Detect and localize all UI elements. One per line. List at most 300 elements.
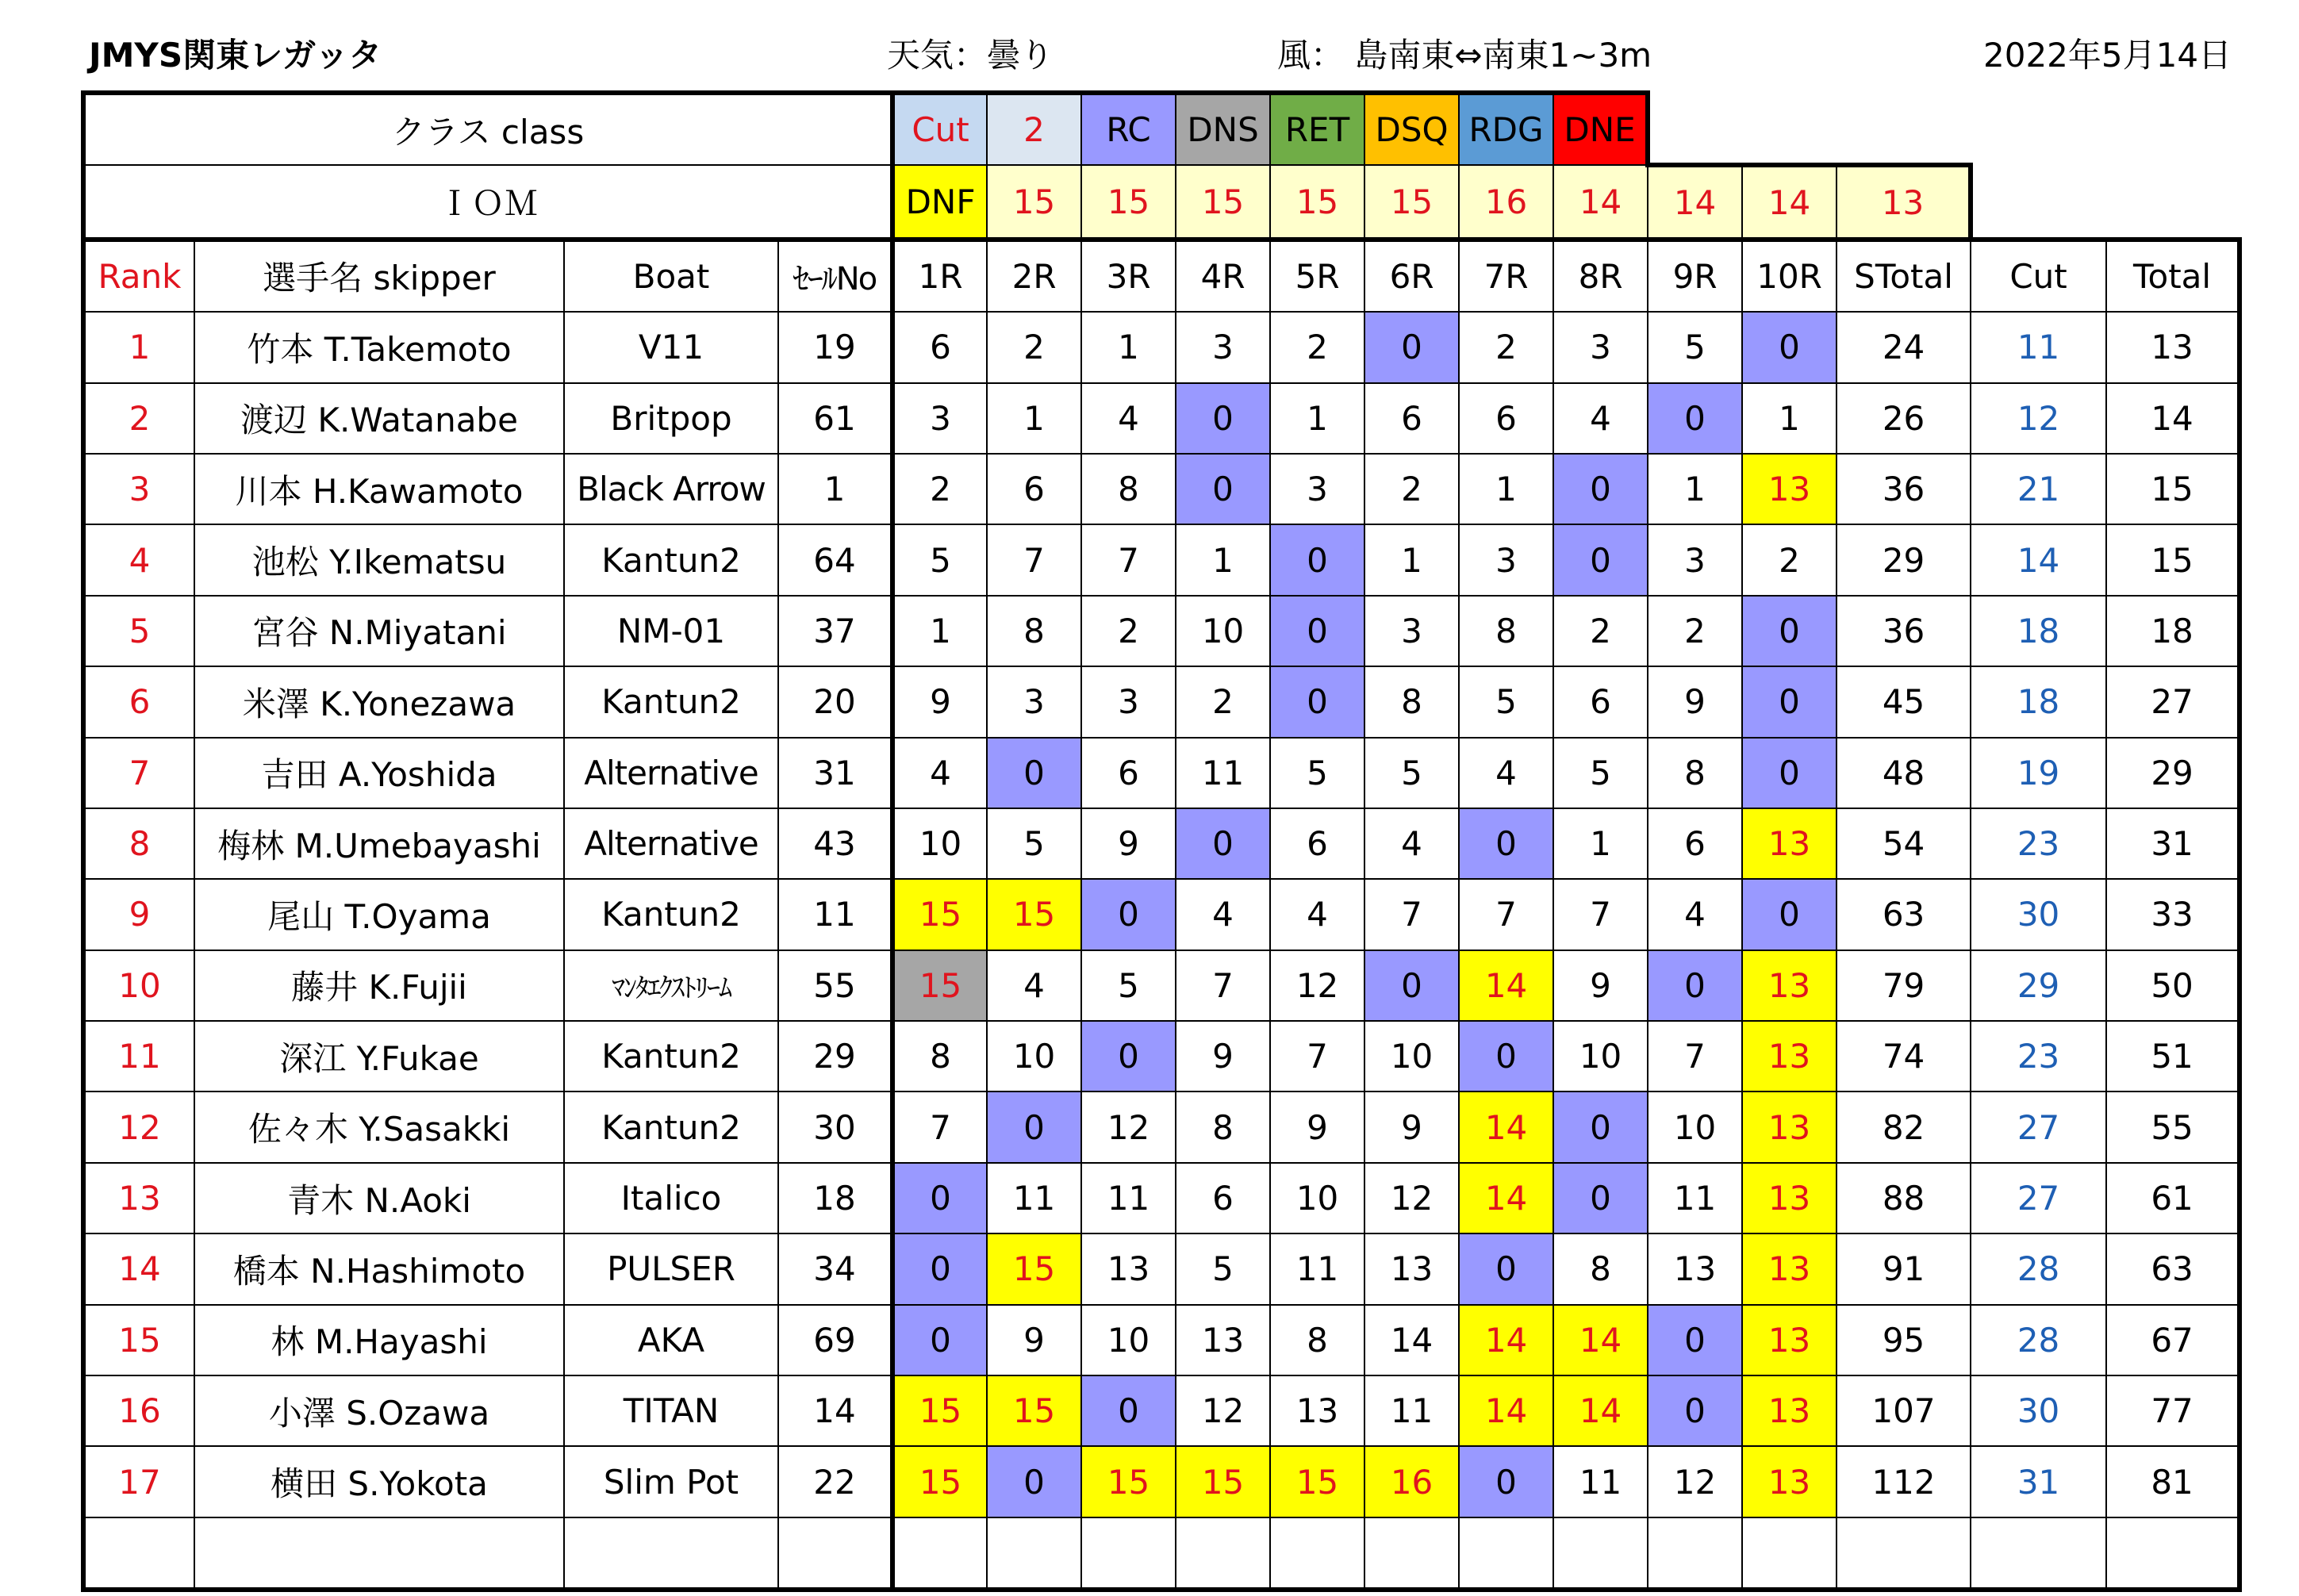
race-score-7r: 4 — [1459, 738, 1553, 808]
race-score-2r: 0 — [987, 1091, 1081, 1162]
race-score-9r: 8 — [1648, 738, 1742, 808]
column-header: 1R — [892, 240, 987, 312]
empty-cell — [1971, 165, 2106, 239]
legend-code-dns: DNS — [1176, 93, 1270, 165]
table-row — [83, 1446, 2240, 1517]
race-score-4r: 10 — [1176, 596, 1270, 666]
rank-cell: 1 — [83, 312, 194, 382]
race-score-6r: 6 — [1364, 383, 1459, 454]
race-score-9r: 5 — [1648, 312, 1742, 382]
race-score-7r: 0 — [1459, 808, 1553, 879]
race-score-2r: 11 — [987, 1163, 1081, 1233]
race-score-8r: 5 — [1553, 738, 1648, 808]
rank-cell: 15 — [83, 1305, 194, 1375]
cut-cell: 18 — [1971, 596, 2106, 666]
race-score-8r: 6 — [1553, 666, 1648, 737]
race-score-3r: 1 — [1081, 312, 1176, 382]
race-score-8r: 14 — [1553, 1305, 1648, 1375]
cut-cell: 11 — [1971, 312, 2106, 382]
race-score-3r: 0 — [1081, 879, 1176, 950]
race-score-2r: 2 — [987, 312, 1081, 382]
race-score-4r: 13 — [1176, 1305, 1270, 1375]
race-score-6r: 1 — [1364, 524, 1459, 595]
cut-cell: 21 — [1971, 454, 2106, 524]
race-score-9r: 6 — [1648, 808, 1742, 879]
race-score-4r: 11 — [1176, 738, 1270, 808]
cut-cell: 23 — [1971, 808, 2106, 879]
rank-cell: 2 — [83, 383, 194, 454]
total-cell: 31 — [2106, 808, 2240, 879]
sail-number-cell: 18 — [778, 1163, 892, 1233]
race-score-1r: 8 — [892, 1021, 987, 1091]
sail-number-cell: 69 — [778, 1305, 892, 1375]
race-score-6r: 0 — [1364, 950, 1459, 1021]
race-score-6r: 2 — [1364, 454, 1459, 524]
boat-cell: AKA — [564, 1305, 778, 1375]
race-score-2r: 5 — [987, 808, 1081, 879]
skipper-cell: 吉田 A.Yoshida — [194, 738, 564, 808]
race-score-1r: 0 — [892, 1305, 987, 1375]
table-row — [83, 1305, 2240, 1375]
column-header: ｾｰﾙNo — [778, 240, 892, 312]
total-cell: 61 — [2106, 1163, 2240, 1233]
race-score-9r: 4 — [1648, 879, 1742, 950]
race-score-10r: 13 — [1742, 1305, 1837, 1375]
race-score-1r: 7 — [892, 1091, 987, 1162]
column-header: Rank — [83, 240, 194, 312]
legend-value-dsq: 15 — [1364, 165, 1459, 239]
race-score-9r: 11 — [1648, 1163, 1742, 1233]
race-score-3r: 9 — [1081, 808, 1176, 879]
skipper-cell: 藤井 K.Fujii — [194, 950, 564, 1021]
race-score-5r: 2 — [1270, 312, 1364, 382]
empty-cell — [83, 1517, 194, 1590]
column-header: Total — [2106, 240, 2240, 312]
boat-cell: Kantun2 — [564, 879, 778, 950]
legend-code-dsq: DSQ — [1364, 93, 1459, 165]
total-cell: 27 — [2106, 666, 2240, 737]
empty-cell — [1176, 1517, 1270, 1590]
race-score-3r: 11 — [1081, 1163, 1176, 1233]
empty-cell — [987, 1517, 1081, 1590]
weather-label: 天気：曇り — [887, 36, 1054, 75]
race-score-9r: 1 — [1648, 454, 1742, 524]
race-score-10r: 13 — [1742, 1375, 1837, 1446]
race-score-7r: 8 — [1459, 596, 1553, 666]
race-score-4r: 0 — [1176, 808, 1270, 879]
sail-number-cell: 55 — [778, 950, 892, 1021]
empty-cell — [1648, 93, 1742, 165]
column-header: Boat — [564, 240, 778, 312]
race-score-5r: 1 — [1270, 383, 1364, 454]
empty-cell — [892, 1517, 987, 1590]
legend-value-2: 15 — [987, 165, 1081, 239]
table-row — [83, 454, 2240, 524]
stotal-cell: 24 — [1837, 312, 1971, 382]
skipper-cell: 川本 H.Kawamoto — [194, 454, 564, 524]
race-score-9r: 3 — [1648, 524, 1742, 595]
sail-number-cell: 30 — [778, 1091, 892, 1162]
race-score-10r: 13 — [1742, 808, 1837, 879]
race-score-1r: 5 — [892, 524, 987, 595]
rank-cell: 6 — [83, 666, 194, 737]
total-cell: 67 — [2106, 1305, 2240, 1375]
empty-cell — [2106, 93, 2240, 165]
race-score-5r: 4 — [1270, 879, 1364, 950]
race-score-2r: 1 — [987, 383, 1081, 454]
race-score-6r: 11 — [1364, 1375, 1459, 1446]
table-row — [83, 524, 2240, 595]
cut-cell: 28 — [1971, 1233, 2106, 1304]
race-score-6r: 5 — [1364, 738, 1459, 808]
empty-cell — [1837, 1517, 1971, 1590]
race-score-7r: 14 — [1459, 1305, 1553, 1375]
boat-cell: Alternative — [564, 738, 778, 808]
race-score-6r: 10 — [1364, 1021, 1459, 1091]
race-score-6r: 16 — [1364, 1446, 1459, 1517]
table-row — [83, 1021, 2240, 1091]
rank-cell: 13 — [83, 1163, 194, 1233]
race-score-8r: 14 — [1553, 1375, 1648, 1446]
empty-cell — [1459, 1517, 1553, 1590]
boat-cell: ﾏﾝﾀｴｸｽﾄﾘｰﾑ — [564, 950, 778, 1021]
column-header: 7R — [1459, 240, 1553, 312]
skipper-cell: 橋本 N.Hashimoto — [194, 1233, 564, 1304]
stotal-cell: 79 — [1837, 950, 1971, 1021]
empty-cell — [194, 1517, 564, 1590]
race-score-2r: 15 — [987, 1375, 1081, 1446]
race-score-9r: 0 — [1648, 1375, 1742, 1446]
legend-code-dne: DNE — [1553, 93, 1648, 165]
total-cell: 63 — [2106, 1233, 2240, 1304]
empty-cell — [778, 1517, 892, 1590]
column-header: 6R — [1364, 240, 1459, 312]
race-score-7r: 0 — [1459, 1021, 1553, 1091]
skipper-cell: 池松 Y.Ikematsu — [194, 524, 564, 595]
cut-cell: 18 — [1971, 666, 2106, 737]
race-score-3r: 3 — [1081, 666, 1176, 737]
race-score-8r: 10 — [1553, 1021, 1648, 1091]
race-score-2r: 0 — [987, 1446, 1081, 1517]
sail-number-cell: 61 — [778, 383, 892, 454]
race-score-9r: 2 — [1648, 596, 1742, 666]
race-score-7r: 14 — [1459, 1163, 1553, 1233]
stotal-cell: 54 — [1837, 808, 1971, 879]
race-score-1r: 0 — [892, 1233, 987, 1304]
table-row — [83, 879, 2240, 950]
table-row — [83, 808, 2240, 879]
race-score-2r: 0 — [987, 738, 1081, 808]
skipper-cell: 林 M.Hayashi — [194, 1305, 564, 1375]
legend-value-rdg: 16 — [1459, 165, 1553, 239]
stotal-cell: 82 — [1837, 1091, 1971, 1162]
empty-cell — [2106, 165, 2240, 239]
rank-cell: 11 — [83, 1021, 194, 1091]
race-score-5r: 5 — [1270, 738, 1364, 808]
boat-cell: Italico — [564, 1163, 778, 1233]
cut-cell: 28 — [1971, 1305, 2106, 1375]
sail-number-cell: 29 — [778, 1021, 892, 1091]
race-score-4r: 7 — [1176, 950, 1270, 1021]
sail-number-cell: 31 — [778, 738, 892, 808]
cut-cell: 27 — [1971, 1163, 2106, 1233]
race-score-9r: 0 — [1648, 950, 1742, 1021]
race-score-8r: 0 — [1553, 1091, 1648, 1162]
race-score-1r: 9 — [892, 666, 987, 737]
race-score-7r: 0 — [1459, 1446, 1553, 1517]
race-score-5r: 15 — [1270, 1446, 1364, 1517]
boat-cell: Kantun2 — [564, 524, 778, 595]
sail-number-cell: 43 — [778, 808, 892, 879]
race-score-5r: 10 — [1270, 1163, 1364, 1233]
skipper-cell: 横田 S.Yokota — [194, 1446, 564, 1517]
rank-cell: 5 — [83, 596, 194, 666]
column-header: Cut — [1971, 240, 2106, 312]
column-header: 4R — [1176, 240, 1270, 312]
column-header: 8R — [1553, 240, 1648, 312]
legend-code-2: 2 — [987, 93, 1081, 165]
race-score-1r: 15 — [892, 879, 987, 950]
legend-code-rdg: RDG — [1459, 93, 1553, 165]
race-score-7r: 7 — [1459, 879, 1553, 950]
cut-cell: 27 — [1971, 1091, 2106, 1162]
column-header: STotal — [1837, 240, 1971, 312]
race-score-6r: 14 — [1364, 1305, 1459, 1375]
column-header: 10R — [1742, 240, 1837, 312]
race-score-6r: 13 — [1364, 1233, 1459, 1304]
race-score-3r: 13 — [1081, 1233, 1176, 1304]
race-score-5r: 13 — [1270, 1375, 1364, 1446]
total-cell: 18 — [2106, 596, 2240, 666]
race-score-10r: 13 — [1742, 1021, 1837, 1091]
race-score-7r: 5 — [1459, 666, 1553, 737]
race-score-7r: 6 — [1459, 383, 1553, 454]
race-score-7r: 14 — [1459, 1091, 1553, 1162]
skipper-cell: 青木 N.Aoki — [194, 1163, 564, 1233]
race-score-1r: 3 — [892, 383, 987, 454]
table-row — [83, 666, 2240, 737]
race-score-3r: 2 — [1081, 596, 1176, 666]
skipper-cell: 小澤 S.Ozawa — [194, 1375, 564, 1446]
race-score-4r: 2 — [1176, 666, 1270, 737]
sail-number-cell: 14 — [778, 1375, 892, 1446]
rank-cell: 7 — [83, 738, 194, 808]
race-score-10r: 13 — [1742, 454, 1837, 524]
race-score-1r: 15 — [892, 1446, 987, 1517]
stotal-cell: 95 — [1837, 1305, 1971, 1375]
table-row — [83, 596, 2240, 666]
stotal-cell: 36 — [1837, 454, 1971, 524]
skipper-cell: 竹本 T.Takemoto — [194, 312, 564, 382]
race-score-8r: 7 — [1553, 879, 1648, 950]
sail-number-cell: 64 — [778, 524, 892, 595]
empty-cell — [1742, 93, 1837, 165]
boat-cell: Alternative — [564, 808, 778, 879]
race-score-10r: 0 — [1742, 666, 1837, 737]
race-score-10r: 13 — [1742, 950, 1837, 1021]
stotal-cell: 29 — [1837, 524, 1971, 595]
race-score-4r: 5 — [1176, 1233, 1270, 1304]
race-score-8r: 1 — [1553, 808, 1648, 879]
race-score-2r: 6 — [987, 454, 1081, 524]
rank-cell: 16 — [83, 1375, 194, 1446]
race-score-8r: 0 — [1553, 1163, 1648, 1233]
empty-cell — [1971, 93, 2106, 165]
cut-cell: 12 — [1971, 383, 2106, 454]
sail-number-cell: 22 — [778, 1446, 892, 1517]
race-score-9r: 0 — [1648, 383, 1742, 454]
total-cell: 29 — [2106, 738, 2240, 808]
stotal-cell: 26 — [1837, 383, 1971, 454]
race-score-3r: 10 — [1081, 1305, 1176, 1375]
event-title: JMYS関東レガッタ — [89, 36, 382, 75]
race-score-4r: 3 — [1176, 312, 1270, 382]
race-score-4r: 6 — [1176, 1163, 1270, 1233]
race-score-6r: 4 — [1364, 808, 1459, 879]
race-score-3r: 6 — [1081, 738, 1176, 808]
legend-extra-value: 13 — [1837, 165, 1971, 239]
skipper-cell: 宮谷 N.Miyatani — [194, 596, 564, 666]
race-score-10r: 1 — [1742, 383, 1837, 454]
race-score-7r: 14 — [1459, 950, 1553, 1021]
race-score-10r: 13 — [1742, 1163, 1837, 1233]
total-cell: 15 — [2106, 524, 2240, 595]
rank-cell: 8 — [83, 808, 194, 879]
table-row — [83, 1375, 2240, 1446]
sail-number-cell: 20 — [778, 666, 892, 737]
race-score-10r: 0 — [1742, 596, 1837, 666]
rank-cell: 14 — [83, 1233, 194, 1304]
results-table — [81, 90, 2242, 1592]
race-score-6r: 12 — [1364, 1163, 1459, 1233]
race-score-2r: 3 — [987, 666, 1081, 737]
race-score-2r: 8 — [987, 596, 1081, 666]
race-score-5r: 3 — [1270, 454, 1364, 524]
race-score-10r: 0 — [1742, 738, 1837, 808]
boat-cell: TITAN — [564, 1375, 778, 1446]
race-score-3r: 5 — [1081, 950, 1176, 1021]
skipper-cell: 尾山 T.Oyama — [194, 879, 564, 950]
race-score-3r: 15 — [1081, 1446, 1176, 1517]
race-score-8r: 4 — [1553, 383, 1648, 454]
total-cell: 81 — [2106, 1446, 2240, 1517]
skipper-cell: 佐々木 Y.Sasakki — [194, 1091, 564, 1162]
race-score-5r: 9 — [1270, 1091, 1364, 1162]
stotal-cell: 74 — [1837, 1021, 1971, 1091]
boat-cell: PULSER — [564, 1233, 778, 1304]
column-header: 2R — [987, 240, 1081, 312]
race-score-10r: 0 — [1742, 312, 1837, 382]
sail-number-cell: 19 — [778, 312, 892, 382]
race-score-1r: 10 — [892, 808, 987, 879]
legend-value-cut: DNF — [892, 165, 987, 239]
race-score-7r: 1 — [1459, 454, 1553, 524]
race-score-10r: 13 — [1742, 1233, 1837, 1304]
race-score-9r: 12 — [1648, 1446, 1742, 1517]
legend-value-dns: 15 — [1176, 165, 1270, 239]
race-score-6r: 3 — [1364, 596, 1459, 666]
column-header: 3R — [1081, 240, 1176, 312]
cut-cell: 23 — [1971, 1021, 2106, 1091]
boat-cell: Black Arrow — [564, 454, 778, 524]
stotal-cell: 45 — [1837, 666, 1971, 737]
legend-value-dne: 14 — [1553, 165, 1648, 239]
skipper-cell: 渡辺 K.Watanabe — [194, 383, 564, 454]
race-score-9r: 13 — [1648, 1233, 1742, 1304]
race-score-3r: 12 — [1081, 1091, 1176, 1162]
legend-code-rc: RC — [1081, 93, 1176, 165]
table-row — [83, 1091, 2240, 1162]
empty-cell — [1837, 93, 1971, 165]
sail-number-cell: 34 — [778, 1233, 892, 1304]
empty-cell — [1270, 1517, 1364, 1590]
total-cell: 55 — [2106, 1091, 2240, 1162]
total-cell: 15 — [2106, 454, 2240, 524]
race-score-8r: 0 — [1553, 524, 1648, 595]
wind-label: 風： 島南東⇔南東1~3m — [1277, 36, 1652, 75]
table-row — [83, 738, 2240, 808]
race-score-5r: 6 — [1270, 808, 1364, 879]
total-cell: 33 — [2106, 879, 2240, 950]
column-header: 選手名 skipper — [194, 240, 564, 312]
empty-cell — [1971, 1517, 2106, 1590]
sail-number-cell: 1 — [778, 454, 892, 524]
total-cell: 50 — [2106, 950, 2240, 1021]
boat-cell: Kantun2 — [564, 1091, 778, 1162]
legend-extra-value: 14 — [1742, 165, 1837, 239]
race-score-1r: 0 — [892, 1163, 987, 1233]
cut-cell: 19 — [1971, 738, 2106, 808]
skipper-cell: 深江 Y.Fukae — [194, 1021, 564, 1091]
header-row — [83, 240, 2240, 312]
race-score-9r: 10 — [1648, 1091, 1742, 1162]
race-score-10r: 13 — [1742, 1446, 1837, 1517]
race-score-1r: 2 — [892, 454, 987, 524]
total-cell: 14 — [2106, 383, 2240, 454]
rank-cell: 4 — [83, 524, 194, 595]
table-row — [83, 1233, 2240, 1304]
cut-cell: 31 — [1971, 1446, 2106, 1517]
empty-cell — [564, 1517, 778, 1590]
race-score-2r: 10 — [987, 1021, 1081, 1091]
race-score-8r: 8 — [1553, 1233, 1648, 1304]
race-score-5r: 11 — [1270, 1233, 1364, 1304]
empty-cell — [1648, 1517, 1742, 1590]
rank-cell: 17 — [83, 1446, 194, 1517]
race-score-5r: 12 — [1270, 950, 1364, 1021]
empty-cell — [2106, 1517, 2240, 1590]
rank-cell: 3 — [83, 454, 194, 524]
race-score-8r: 9 — [1553, 950, 1648, 1021]
legend-row-values — [83, 165, 2240, 239]
race-score-9r: 9 — [1648, 666, 1742, 737]
rank-cell: 9 — [83, 879, 194, 950]
total-cell: 13 — [2106, 312, 2240, 382]
stotal-cell: 91 — [1837, 1233, 1971, 1304]
stotal-cell: 48 — [1837, 738, 1971, 808]
class-label: クラス class — [83, 93, 892, 165]
empty-cell — [1364, 1517, 1459, 1590]
race-score-1r: 15 — [892, 1375, 987, 1446]
race-score-4r: 0 — [1176, 454, 1270, 524]
race-score-2r: 15 — [987, 1233, 1081, 1304]
race-score-3r: 0 — [1081, 1375, 1176, 1446]
legend-value-rc: 15 — [1081, 165, 1176, 239]
class-value: ＩＯＭ — [83, 165, 892, 239]
boat-cell: Slim Pot — [564, 1446, 778, 1517]
race-score-7r: 14 — [1459, 1375, 1553, 1446]
race-score-3r: 7 — [1081, 524, 1176, 595]
